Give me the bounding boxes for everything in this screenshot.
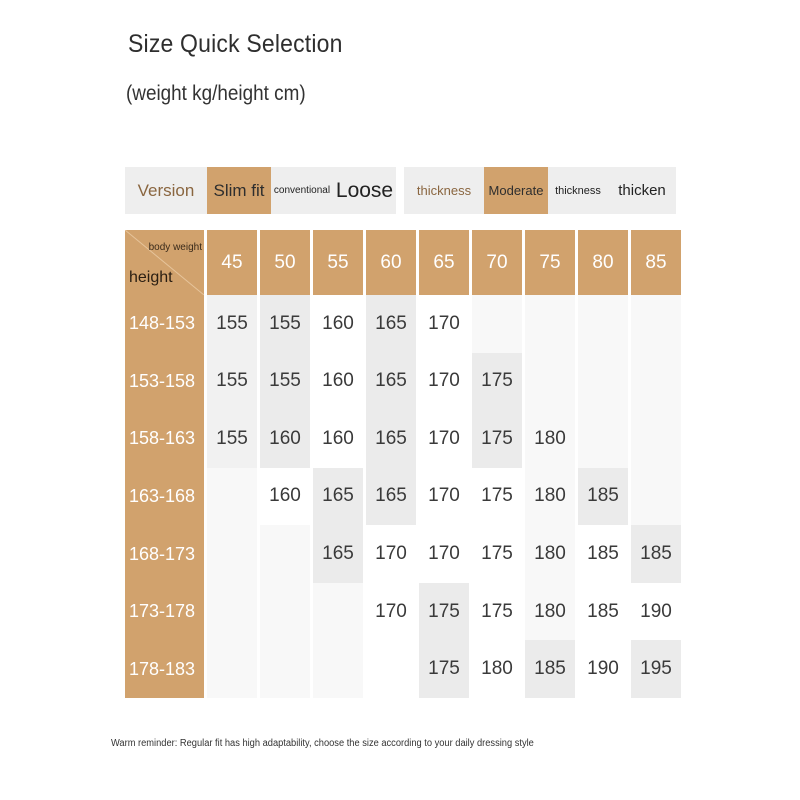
size-cell xyxy=(631,353,681,411)
legend-loose: Loose xyxy=(335,178,394,202)
legend-thickness: thickness xyxy=(416,183,472,198)
size-cell: 175 xyxy=(472,583,522,641)
size-cell: 160 xyxy=(313,353,363,411)
size-cell xyxy=(631,295,681,353)
size-cell: 175 xyxy=(472,525,522,583)
size-cell xyxy=(207,583,257,641)
size-cell: 175 xyxy=(419,583,469,641)
footnote: Warm reminder: Regular fit has high adaptability, choose the size according to your daily dressing style xyxy=(111,738,534,749)
height-range: 178-183 xyxy=(125,640,204,698)
size-cell xyxy=(578,353,628,411)
height-range: 158-163 xyxy=(125,410,204,468)
size-cell: 165 xyxy=(366,353,416,411)
size-cell: 170 xyxy=(419,295,469,353)
size-cell xyxy=(207,525,257,583)
size-cell: 155 xyxy=(207,410,257,468)
table-corner xyxy=(125,230,204,295)
weight-header: 75 xyxy=(525,230,575,295)
fit-legend xyxy=(125,167,396,214)
size-cell: 185 xyxy=(578,525,628,583)
size-cell: 165 xyxy=(313,525,363,583)
weight-header: 60 xyxy=(366,230,416,295)
page-title: Size Quick Selection xyxy=(128,30,343,58)
height-range: 148-153 xyxy=(125,295,204,353)
size-cell: 170 xyxy=(419,353,469,411)
size-cell: 180 xyxy=(525,468,575,526)
size-cell xyxy=(260,640,310,698)
size-cell: 175 xyxy=(472,410,522,468)
size-cell xyxy=(631,410,681,468)
size-cell: 170 xyxy=(419,468,469,526)
size-cell xyxy=(366,640,416,698)
size-cell: 155 xyxy=(207,295,257,353)
legend-thicken: thicken xyxy=(618,182,666,199)
corner-weight-label: body weight xyxy=(148,242,202,253)
size-cell: 185 xyxy=(631,525,681,583)
size-cell: 160 xyxy=(313,410,363,468)
weight-header: 45 xyxy=(207,230,257,295)
size-cell: 180 xyxy=(472,640,522,698)
legend-thickness-2: thickness xyxy=(555,184,601,197)
size-cell: 155 xyxy=(260,353,310,411)
size-cell: 170 xyxy=(366,583,416,641)
height-range: 163-168 xyxy=(125,468,204,526)
size-cell: 160 xyxy=(260,468,310,526)
size-cell: 160 xyxy=(313,295,363,353)
size-cell: 175 xyxy=(419,640,469,698)
legend-version: Version xyxy=(137,180,195,200)
weight-header: 65 xyxy=(419,230,469,295)
size-cell xyxy=(578,295,628,353)
legend-moderate: Moderate xyxy=(484,167,548,214)
legend-slim-fit: Slim fit xyxy=(207,167,271,214)
size-cell: 170 xyxy=(366,525,416,583)
size-cell: 165 xyxy=(366,410,416,468)
size-cell xyxy=(260,583,310,641)
weight-header: 85 xyxy=(631,230,681,295)
size-cell: 175 xyxy=(472,468,522,526)
page-subtitle: (weight kg/height cm) xyxy=(126,82,306,105)
size-cell xyxy=(207,640,257,698)
thickness-legend xyxy=(404,167,676,214)
size-cell: 155 xyxy=(207,353,257,411)
size-cell xyxy=(472,295,522,353)
size-cell: 170 xyxy=(419,410,469,468)
weight-header: 80 xyxy=(578,230,628,295)
size-cell xyxy=(313,583,363,641)
size-cell xyxy=(313,640,363,698)
size-cell: 165 xyxy=(313,468,363,526)
size-cell: 170 xyxy=(419,525,469,583)
size-cell xyxy=(578,410,628,468)
size-cell xyxy=(260,525,310,583)
size-cell xyxy=(631,468,681,526)
size-cell: 160 xyxy=(260,410,310,468)
size-cell xyxy=(525,353,575,411)
size-table xyxy=(125,230,676,698)
size-cell: 185 xyxy=(578,468,628,526)
corner-height-label: height xyxy=(129,269,173,286)
size-cell: 165 xyxy=(366,468,416,526)
size-cell: 155 xyxy=(260,295,310,353)
height-range: 153-158 xyxy=(125,353,204,411)
legend-conventional: conventional xyxy=(273,185,331,196)
weight-header: 55 xyxy=(313,230,363,295)
weight-header: 50 xyxy=(260,230,310,295)
weight-header: 70 xyxy=(472,230,522,295)
size-cell: 185 xyxy=(578,583,628,641)
size-cell: 190 xyxy=(631,583,681,641)
height-range: 168-173 xyxy=(125,525,204,583)
size-cell: 195 xyxy=(631,640,681,698)
size-cell: 180 xyxy=(525,410,575,468)
size-cell: 180 xyxy=(525,525,575,583)
size-cell: 175 xyxy=(472,353,522,411)
size-cell: 180 xyxy=(525,583,575,641)
size-cell: 165 xyxy=(366,295,416,353)
height-range: 173-178 xyxy=(125,583,204,641)
size-cell xyxy=(207,468,257,526)
size-cell xyxy=(525,295,575,353)
size-cell: 185 xyxy=(525,640,575,698)
size-cell: 190 xyxy=(578,640,628,698)
